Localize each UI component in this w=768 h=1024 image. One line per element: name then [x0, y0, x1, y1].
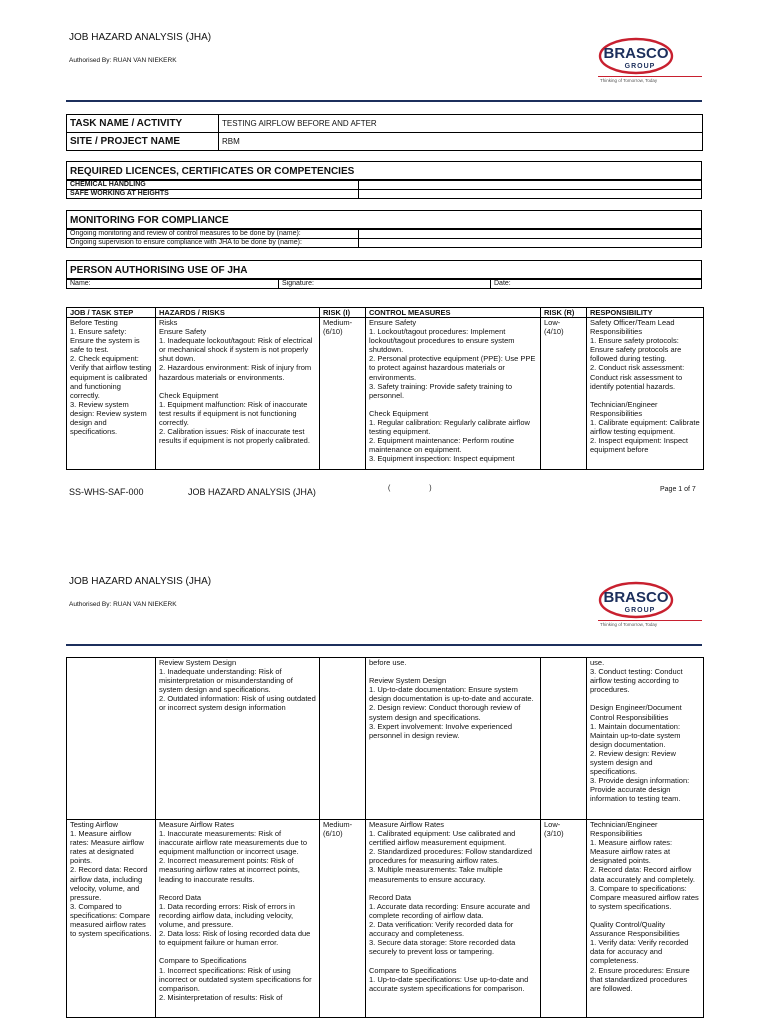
cell-controls: before use. Review System Design 1. Up-to-date documentation: Ensure system design documentation is up-to-date and accurate. 2. Design review: Conduct thorough review of system design and specifications. 3. Expert involvement: Involve experienced personnel in design review. [366, 658, 541, 820]
jha-table-page1 [66, 307, 704, 470]
site-value: RBM [219, 133, 703, 151]
cell-controls: Ensure Safety 1. Lockout/tagout procedures: Implement lockout/tagout procedures to ensure system shutdown. 2. Personal protective equipment (PPE): Use PPE to protect against hazardous materials or environments. 3. Safety training: Provide safety training to personnel. Check Equipment 1. Regular calibration: Regularly calibrate airflow testing equipment. 2. Equipment maintenance: Perform routine maintenance on equipment. 3. Equipment inspection: Inspect equipment [366, 318, 541, 470]
cell-hazards: Review System Design 1. Inadequate understanding: Risk of misinterpretation or misunderstanding of system design and specifications. 2. Outdated information: Risk of using outdated or incorrect system design information [156, 658, 320, 820]
cell-responsibility: Safety Officer/Team Lead Responsibilities 1. Ensure safety protocols: Ensure safety protocols are followed during testing. 2. Conduct risk assessment: Conduct risk assessment to identify potential hazards. Technician/Engineer Responsibilities 1. Calibrate equipment: Calibrate airflow testing equipment. 2. Inspect equipment: Inspect equipment before [587, 318, 704, 470]
header-rule-p2 [66, 644, 702, 646]
col-header-risk-i: RISK (I) [320, 308, 366, 318]
licences-heading: REQUIRED LICENCES, CERTIFICATES OR COMPETENCIES [66, 161, 702, 180]
cell-step [67, 658, 156, 820]
task-value: TESTING AIRFLOW BEFORE AND AFTER [219, 115, 703, 133]
col-header-responsibility: RESPONSIBILITY [587, 308, 704, 318]
logo-tagline-p2: Thinking of Tomorrow, Today [600, 622, 658, 627]
site-label: SITE / PROJECT NAME [67, 133, 219, 151]
footer-page: Page 1 of 7 [660, 486, 696, 493]
monitoring-item: Ongoing supervision to ensure compliance with JHA to be done by (name): [67, 239, 359, 248]
cell-risk-r: Low- (3/10) [541, 820, 587, 1018]
footer-paren: ( ) [388, 485, 432, 492]
cell-risk-i: Medium- (6/10) [320, 318, 366, 470]
cell-controls: Measure Airflow Rates 1. Calibrated equipment: Use calibrated and certified airflow measurement equipment. 2. Standardized procedures: Follow standardized procedures for measuring airflow rates. 3. Multiple measurements: Take multiple measurements to ensure accuracy. Record Data 1. Accurate data recording: Ensure accurate and complete recording of airflow data. 2. Data verification: Verify recorded data for accuracy and completeness. 3. Secure data storage: Store recorded data securely to prevent loss or tampering. Compare to Specifications 1. Up-to-date specifications: Use up-to-date and accurate system specifications for comparison. [366, 820, 541, 1018]
cell-responsibility: Technician/Engineer Responsibilities 1. Measure airflow rates: Measure airflow rates at designated points. 2. Record data: Record airflow data accurately and completely. 3. Compare to specifications: Compare measured airflow rates to system specifications. Quality Control/Quality Assurance Responsibilities 1. Verify data: Verify recorded data for accuracy and completeness. 2. Ensure procedures: Ensure that standardized procedures are followed. [587, 820, 704, 1018]
document-title: JOB HAZARD ANALYSIS (JHA) [69, 32, 212, 43]
authorising-section [66, 260, 702, 289]
licences-section [66, 161, 702, 199]
authored-by-p2: Authorised By: RUAN VAN NIEKERK [69, 601, 177, 608]
logo-wordmark: BRASCO [603, 45, 669, 62]
col-header-risk-r: RISK (R) [541, 308, 587, 318]
auth-signature: Signature: [279, 280, 491, 289]
cell-hazards: Measure Airflow Rates 1. Inaccurate measurements: Risk of inaccurate airflow rate measurements due to equipment malfunction or incorrect usage. 2. Incorrect measurement points: Risk of measuring airflow rates at incorrect points, leading to inaccurate results. Record Data 1. Data recording errors: Risk of errors in recording airflow data, including velocity, volume, and pressure. 2. Data loss: Risk of losing recorded data due to equipment failure or human error. Compare to Specifications 1. Incorrect specifications: Risk of using incorrect or outdated system specifications for comparison. 2. Misinterpretation of results: Risk of [156, 820, 320, 1018]
auth-name: Name: [67, 280, 279, 289]
cell-step: Before Testing 1. Ensure safety: Ensure the system is safe to test. 2. Check equipment: Verify that airflow testing equipment is calibrated and functioning correctly. 3. Review system design: Review system design and specifications. [67, 318, 156, 470]
task-label: TASK NAME / ACTIVITY [67, 115, 219, 133]
header-rule [66, 100, 702, 102]
task-info-table [66, 114, 703, 151]
authorising-heading: PERSON AUTHORISING USE OF JHA [66, 260, 702, 279]
licence-item: SAFE WORKING AT HEIGHTS [67, 190, 359, 199]
monitoring-item: Ongoing monitoring and review of control measures to be done by (name): [67, 230, 359, 239]
document-title-p2: JOB HAZARD ANALYSIS (JHA) [69, 576, 212, 587]
monitoring-heading: MONITORING FOR COMPLIANCE [66, 210, 702, 229]
auth-date: Date: [491, 280, 702, 289]
footer-code: SS-WHS-SAF-000 [69, 487, 144, 497]
cell-risk-r: Low- (4/10) [541, 318, 587, 470]
cell-risk-r [541, 658, 587, 820]
licence-item: CHEMICAL HANDLING [67, 181, 359, 190]
logo-tagline: Thinking of Tomorrow, Today [600, 78, 658, 83]
logo-sub: GROUP [624, 63, 656, 70]
cell-responsibility: use. 3. Conduct testing: Conduct airflow testing according to procedures. Design Engineer/Document Control Responsibilities 1. Maintain documentation: Maintain up-to-date system design documentation. 2. Review design: Review system design and specifications. 3. Provide design information: Provide accurate design information to testing team. [587, 658, 704, 820]
cell-hazards: Risks Ensure Safety 1. Inadequate lockout/tagout: Risk of electrical or mechanical shock if system is not properly shut down. 2. Hazardous environment: Risk of injury from hazardous materials or environments. Check Equipment 1. Equipment malfunction: Risk of inaccurate test results if equipment is not functioning correctly. 2. Calibration issues: Risk of inaccurate test results if equipment is not properly calibrated. [156, 318, 320, 470]
authored-by: Authorised By: RUAN VAN NIEKERK [69, 57, 177, 64]
col-header-step: JOB / TASK STEP [67, 308, 156, 318]
col-header-controls: CONTROL MEASURES [366, 308, 541, 318]
logo-sub: GROUP [624, 607, 656, 614]
cell-risk-i: Medium- (6/10) [320, 820, 366, 1018]
cell-step: Testing Airflow 1. Measure airflow rates: Measure airflow rates at designated points. 2. Record data: Record airflow data, including velocity, volume, and pressure. 3. Compared to specifications: Compare measured airflow rates to system specifications. [67, 820, 156, 1018]
jha-table-page2 [66, 657, 704, 1018]
logo-wordmark: BRASCO [603, 589, 669, 606]
footer-title: JOB HAZARD ANALYSIS (JHA) [188, 487, 316, 497]
monitoring-section [66, 210, 702, 248]
col-header-hazards: HAZARDS / RISKS [156, 308, 320, 318]
cell-risk-i [320, 658, 366, 820]
